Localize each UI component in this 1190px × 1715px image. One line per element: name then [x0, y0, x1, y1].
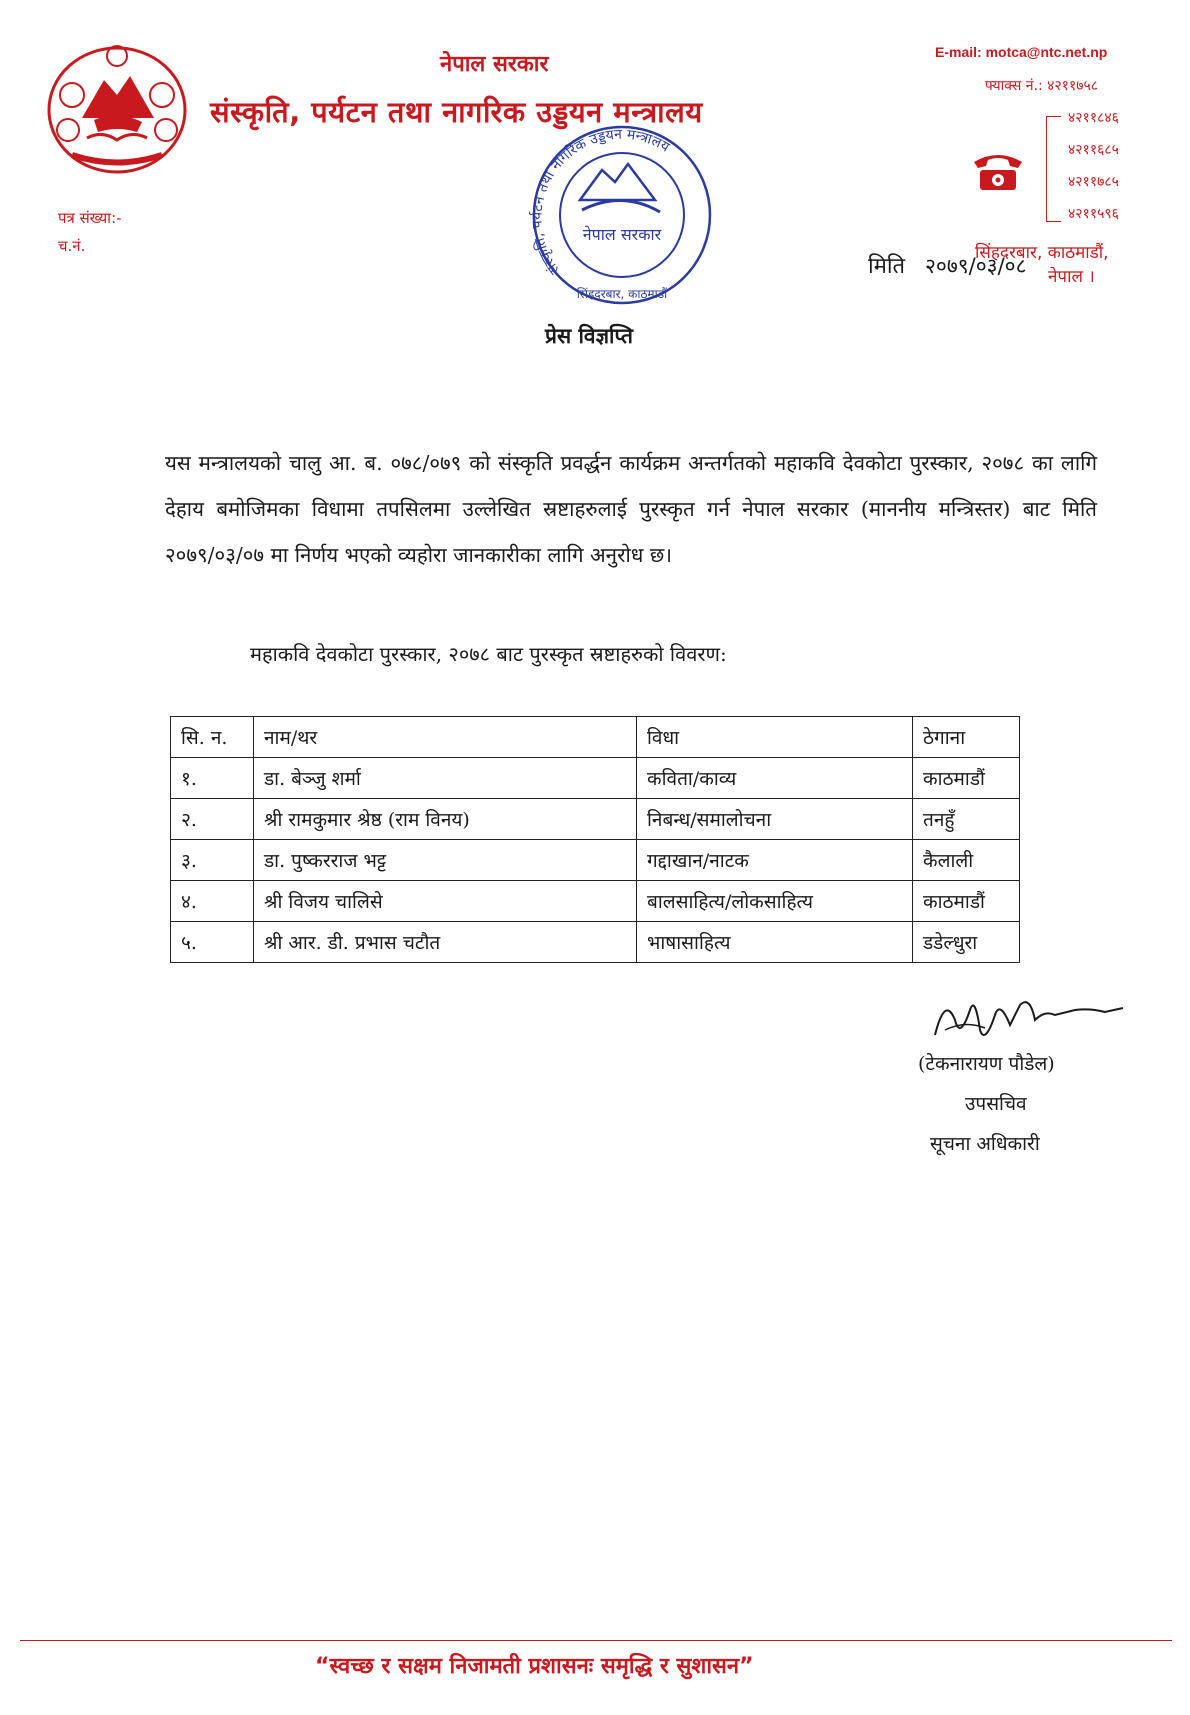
reference-number-label: पत्र संख्या:- — [58, 209, 122, 227]
phone-number: ४२११७८५ — [1068, 174, 1119, 190]
footer-slogan: “स्वच्छ र सक्षम निजामती प्रशासनः समृद्धि र सुशासन” — [315, 1654, 754, 1679]
column-header-serial: सि. न. — [171, 717, 254, 758]
genre-cell: भाषासाहित्य — [637, 922, 913, 963]
serial-cell: ४. — [171, 881, 254, 922]
genre-cell: गद्दाखान/नाटक — [637, 840, 913, 881]
name-cell: श्री विजय चालिसे — [254, 881, 637, 922]
table-row — [171, 758, 1020, 799]
address-cell: कैलाली — [913, 840, 1020, 881]
genre-cell: कविता/काव्य — [637, 758, 913, 799]
address-cell: डडेल्धुरा — [913, 922, 1020, 963]
footer-divider — [20, 1640, 1172, 1641]
serial-cell: ३. — [171, 840, 254, 881]
signatory-role: सूचना अधिकारी — [930, 1133, 1040, 1155]
genre-cell: निबन्ध/समालोचना — [637, 799, 913, 840]
dispatch-number-label: च.नं. — [58, 237, 86, 255]
handwritten-signature — [925, 990, 1125, 1050]
serial-cell: ५. — [171, 922, 254, 963]
award-list-heading: महाकवि देवकोटा पुरस्कार, २०७८ बाट पुरस्कृत स्रष्टाहरुको विवरण: — [250, 642, 727, 666]
name-cell: श्री रामकुमार श्रेष्ठ (राम विनय) — [254, 799, 637, 840]
table-row — [171, 799, 1020, 840]
date-label: मिति — [868, 254, 906, 279]
address-cell: काठमाडौं — [913, 758, 1020, 799]
press-release-body: यस मन्त्रालयको चालु आ. ब. ०७८/०७९ को संस्कृति प्रवर्द्धन कार्यक्रम अन्तर्गतको महाकवि देवकोटा पुरस्कार, २०७८ का लागि देहाय बमोजिमका विधामा तपसिलमा उल्लेखित स्रष्टाहरुलाई पुरस्कृत गर्न नेपाल सरकार (माननीय मन्त्रिस्तर) बाट मिति २०७९/०३/०७ मा निर्णय भएको व्यहोरा जानकारीका लागि अनुरोध छ। — [165, 451, 1097, 567]
address-cell: तनहुँ — [913, 799, 1020, 840]
phone-number: ४२११५९६ — [1068, 206, 1119, 222]
date-value: २०७९/०३/०८ — [925, 254, 1027, 278]
column-header-genre: विधा — [637, 717, 913, 758]
ministry-seal-stamp — [520, 120, 725, 310]
genre-cell: बालसाहित्य/लोकसाहित्य — [637, 881, 913, 922]
name-cell: डा. बेञ्जु शर्मा — [254, 758, 637, 799]
name-cell: डा. पुष्करराज भट्ट — [254, 840, 637, 881]
government-name: नेपाल सरकार — [440, 52, 549, 77]
serial-cell: १. — [171, 758, 254, 799]
column-header-name: नाम/थर — [254, 717, 637, 758]
table-row — [171, 840, 1020, 881]
signatory-name: (टेकनारायण पौडेल) — [918, 1053, 1055, 1075]
seal-location-text: सिंहदरबार, काठमाडौं — [576, 287, 668, 301]
signatory-title: उपसचिव — [965, 1093, 1027, 1115]
table-row — [171, 922, 1020, 963]
table-row — [171, 881, 1020, 922]
fax-number: फ्याक्स नं.: ४२११७५८ — [985, 78, 1099, 94]
phone-bracket — [1046, 116, 1061, 222]
ministry-name: संस्कृति, पर्यटन तथा नागरिक उड्डयन मन्त्रालय — [210, 95, 703, 129]
phone-number: ४२११८४६ — [1068, 110, 1119, 126]
address-line: सिंहदरबार, काठमाडौं, — [975, 243, 1109, 263]
address-cell: काठमाडौं — [913, 881, 1020, 922]
name-cell: श्री आर. डी. प्रभास चटौत — [254, 922, 637, 963]
awardee-table — [170, 716, 1020, 963]
document-title: प्रेस विज्ञप्ति — [545, 324, 633, 348]
phone-number: ४२११६८५ — [1068, 142, 1119, 158]
seal-inner-text: नेपाल सरकार — [582, 225, 662, 244]
column-header-address: ठेगाना — [913, 717, 1020, 758]
serial-cell: २. — [171, 799, 254, 840]
email-address: E-mail: motca@ntc.net.np — [935, 44, 1108, 60]
seal-ring-text: संस्कृति, पर्यटन तथा नागरिक उड्डयन मन्त्रालय — [529, 126, 673, 278]
nepal-emblem-logo — [42, 40, 192, 180]
address-line: नेपाल । — [1048, 267, 1095, 287]
table-header-row — [171, 717, 1020, 758]
telephone-icon — [970, 148, 1026, 192]
